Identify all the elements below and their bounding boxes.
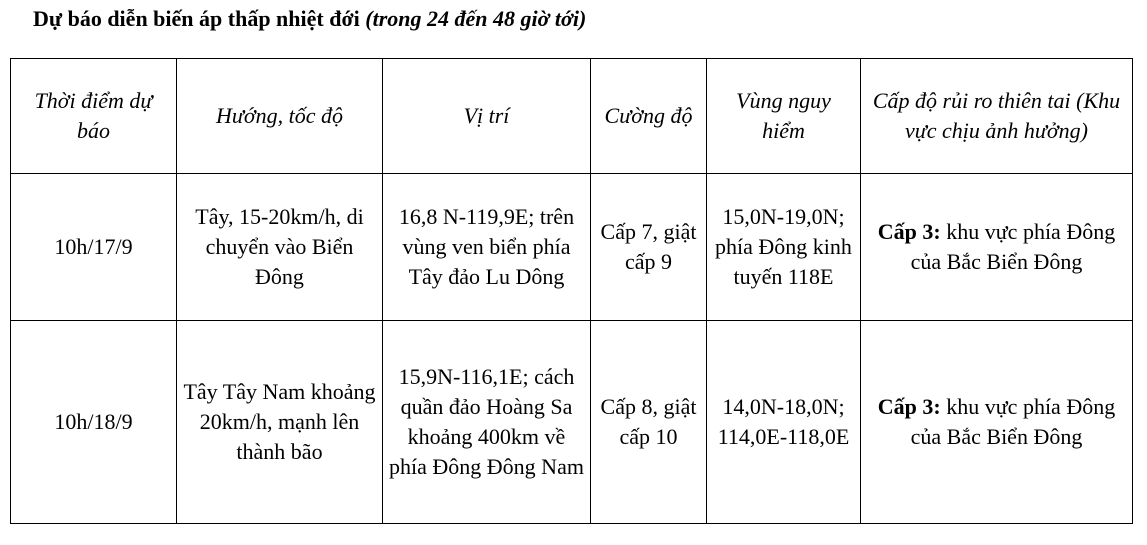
document-title <box>33 6 586 32</box>
cell-time: 10h/17/9 <box>11 174 177 321</box>
table-header-row <box>11 59 1133 174</box>
risk-level-label: Cấp 3: <box>877 219 941 244</box>
cell-position: 15,9N-116,1E; cách quần đảo Hoàng Sa khoảng 400km về phía Đông Đông Nam <box>383 321 591 524</box>
cell-position: 16,8 N-119,9E; trên vùng ven biển phía Tây đảo Lu Dông <box>383 174 591 321</box>
header-position: Vị trí <box>383 59 591 174</box>
header-risk-level: Cấp độ rủi ro thiên tai (Khu vực chịu ảnh hưởng) <box>861 59 1133 174</box>
header-danger-zone: Vùng nguy hiểm <box>707 59 861 174</box>
header-intensity: Cường độ <box>591 59 707 174</box>
forecast-table <box>10 58 1133 524</box>
cell-danger-zone: 15,0N-19,0N; phía Đông kinh tuyến 118E <box>707 174 861 321</box>
cell-time: 10h/18/9 <box>11 321 177 524</box>
header-forecast-time: Thời điểm dự báo <box>11 59 177 174</box>
risk-level-label: Cấp 3: <box>877 394 941 419</box>
risk-area-text: khu vực phía Đông của Bắc Biển Đông <box>910 219 1116 274</box>
title-main: Dự báo diễn biến áp thấp nhiệt đới <box>33 6 366 31</box>
header-direction-speed: Hướng, tốc độ <box>177 59 383 174</box>
cell-intensity: Cấp 8, giật cấp 10 <box>591 321 707 524</box>
cell-intensity: Cấp 7, giật cấp 9 <box>591 174 707 321</box>
cell-direction: Tây Tây Nam khoảng 20km/h, mạnh lên thành bão <box>177 321 383 524</box>
title-subtitle: (trong 24 đến 48 giờ tới) <box>365 6 587 31</box>
cell-risk <box>861 321 1133 524</box>
risk-area-text: khu vực phía Đông của Bắc Biển Đông <box>910 394 1116 449</box>
cell-risk <box>861 174 1133 321</box>
table-row <box>11 174 1133 321</box>
cell-danger-zone: 14,0N-18,0N; 114,0E-118,0E <box>707 321 861 524</box>
cell-direction: Tây, 15-20km/h, di chuyển vào Biển Đông <box>177 174 383 321</box>
table-row <box>11 321 1133 524</box>
